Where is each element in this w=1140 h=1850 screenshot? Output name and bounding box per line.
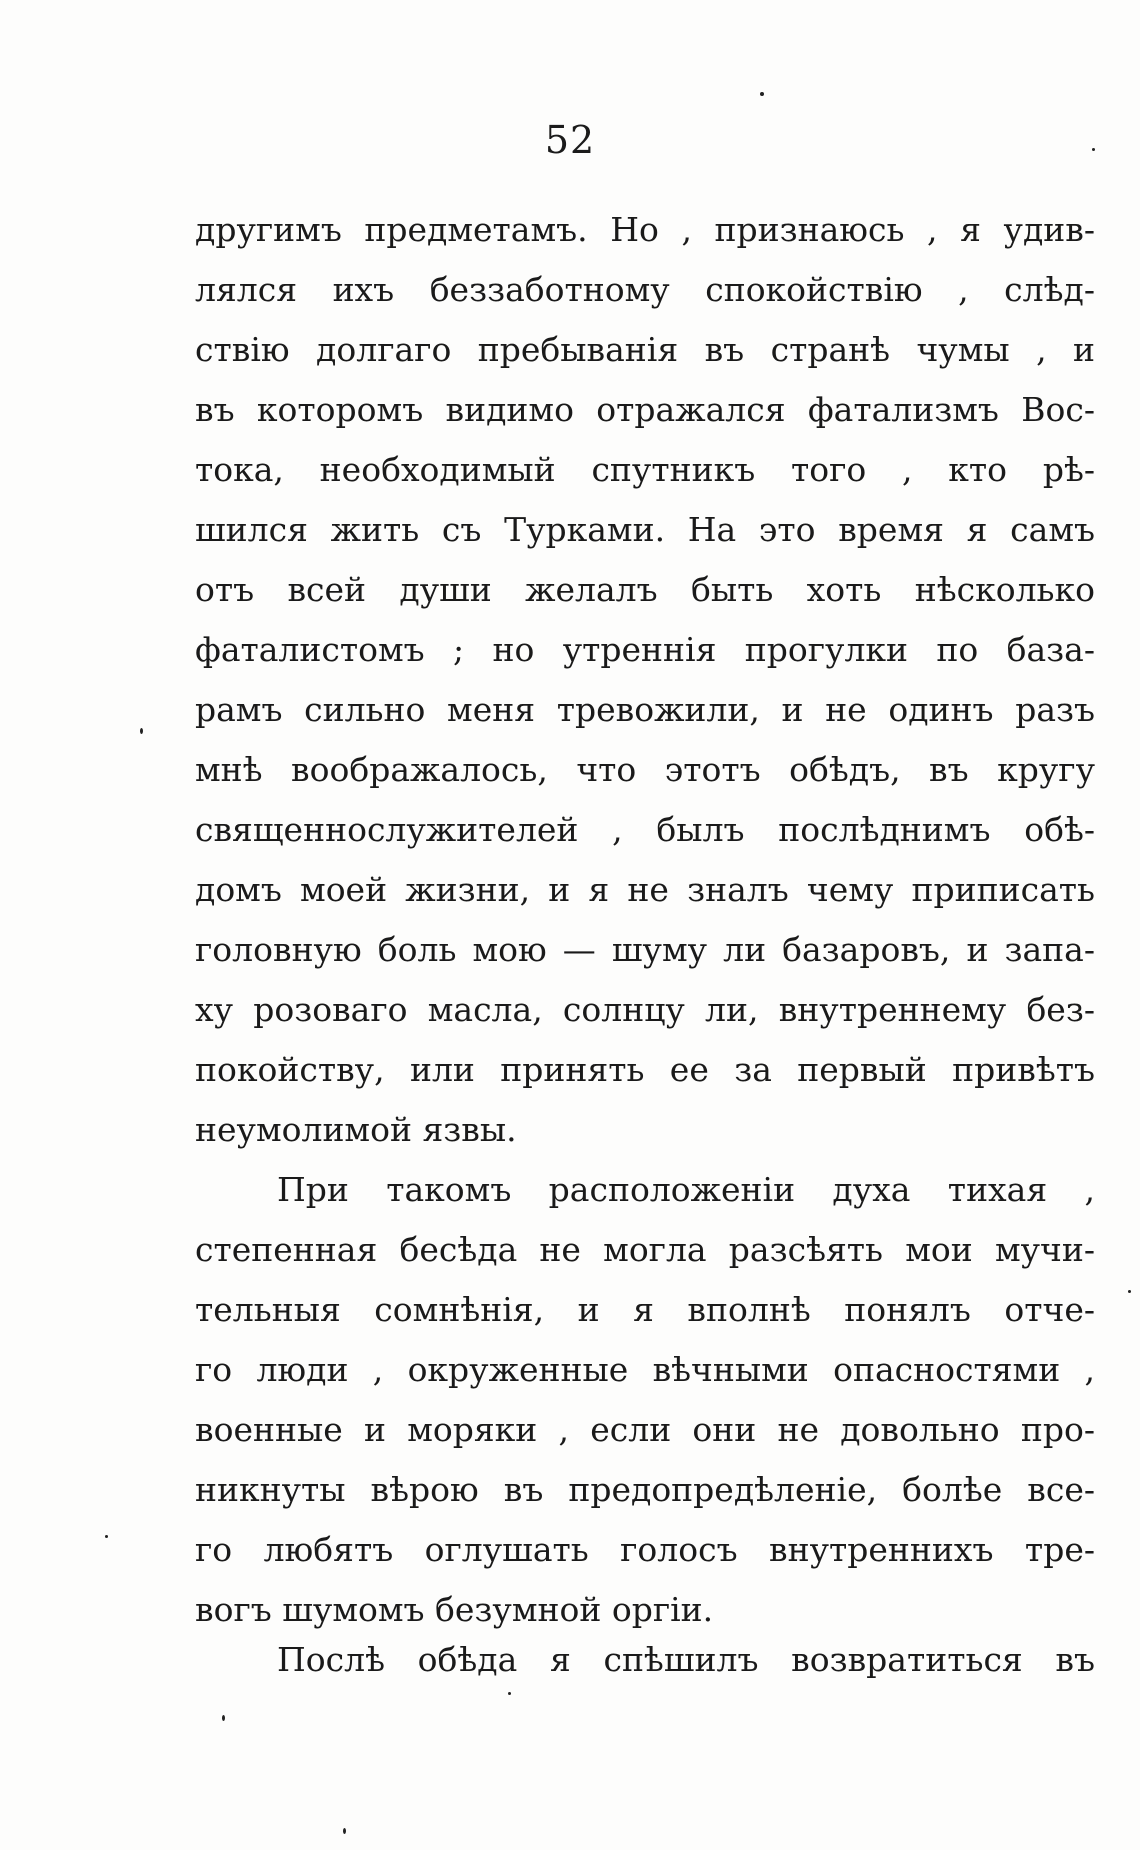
- text-line: При такомъ расположеніи духа тихая ,: [277, 1170, 1095, 1209]
- paragraph-3: [195, 1630, 1095, 1690]
- text-line: отъ всей души желалъ быть хоть нѣсколько: [195, 570, 1095, 609]
- text-line: степенная бесѣда не могла разсѣять мои мучи-: [195, 1230, 1095, 1269]
- text-line: го любятъ оглушать голосъ внутреннихъ тре-: [195, 1530, 1095, 1569]
- text-line: покойству, или принять ее за первый привѣтъ: [195, 1050, 1095, 1089]
- text-line: въ которомъ видимо отражался фатализмъ Вос-: [195, 390, 1095, 429]
- scan-speck: [343, 1828, 346, 1834]
- text-line: тока, необходимый спутникъ того , кто рѣ-: [195, 450, 1095, 489]
- scan-speck: [1128, 1290, 1131, 1293]
- text-line: священнослужителей , былъ послѣднимъ обѣ-: [195, 810, 1095, 849]
- text-line: мнѣ воображалось, что этотъ обѣдъ, въ кругу: [195, 750, 1095, 789]
- text-line: го люди , окруженные вѣчными опасностями ,: [195, 1350, 1095, 1389]
- text-line: лялся ихъ беззаботному спокойствію , слѣд-: [195, 270, 1095, 309]
- text-line: ствію долгаго пребыванія въ странѣ чумы , и: [195, 330, 1095, 369]
- text-line: рамъ сильно меня тревожили, и не одинъ разъ: [195, 690, 1095, 729]
- scan-speck: [508, 1692, 511, 1695]
- scan-speck: [105, 1535, 108, 1538]
- paragraph-1: [195, 200, 1095, 1160]
- text-line: вогъ шумомъ безумной оргіи.: [195, 1590, 714, 1629]
- text-line: никнуты вѣрою въ предопредѣленіе, болѣе все-: [195, 1470, 1095, 1509]
- text-line: шился жить съ Турками. На это время я самъ: [195, 510, 1095, 549]
- scan-speck: [140, 728, 143, 734]
- text-line: тельныя сомнѣнія, и я вполнѣ понялъ отче-: [195, 1290, 1095, 1329]
- text-line: неумолимой язвы.: [195, 1110, 517, 1149]
- text-line: другимъ предметамъ. Но , признаюсь , я удив-: [195, 210, 1095, 249]
- scan-speck: [760, 92, 764, 96]
- text-line: фаталистомъ ; но утреннія прогулки по база-: [195, 630, 1095, 669]
- text-line: ху розоваго масла, солнцу ли, внутреннему без-: [195, 990, 1095, 1029]
- text-line: головную боль мою — шуму ли базаровъ, и запа-: [195, 930, 1095, 969]
- paragraph-2: [195, 1160, 1095, 1640]
- scan-speck: [1092, 148, 1095, 151]
- scan-speck: [222, 1715, 225, 1721]
- text-line: Послѣ обѣда я спѣшилъ возвратиться въ: [277, 1640, 1095, 1679]
- text-line: военные и моряки , если они не довольно про-: [195, 1410, 1095, 1449]
- text-line: домъ моей жизни, и я не зналъ чему приписать: [195, 870, 1095, 909]
- page-number: 52: [544, 118, 596, 162]
